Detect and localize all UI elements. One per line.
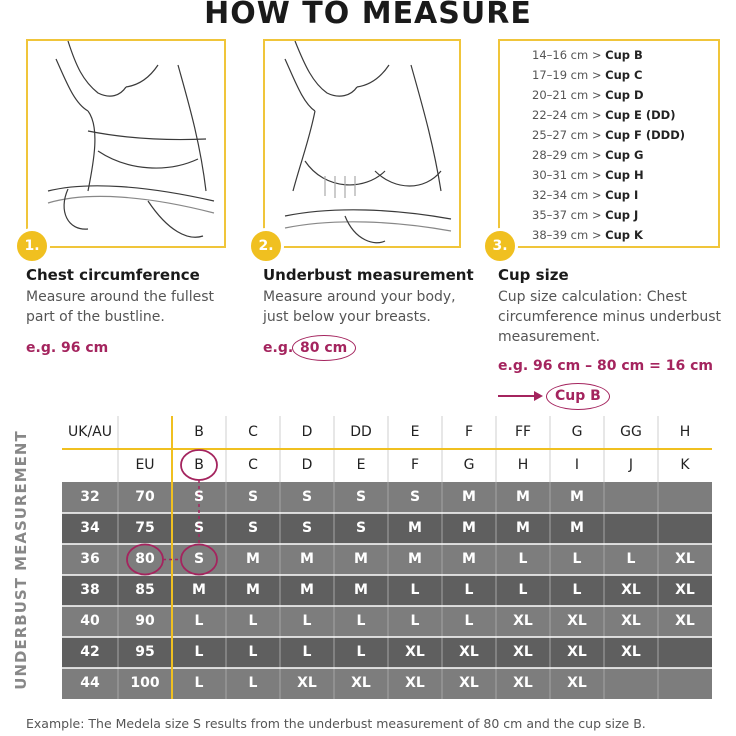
table-cell: L (464, 582, 474, 598)
table-cell: XL (459, 644, 479, 660)
cup-size-row: 28–29 cm > Cup G (532, 148, 644, 162)
header-eu-cell: K (680, 457, 690, 473)
header-uk-cell: F (464, 424, 474, 440)
cup-size-row: 35–37 cm > Cup J (532, 208, 639, 222)
table-cell: S (301, 489, 313, 505)
cup-size-row: 38–39 cm > Cup K (532, 228, 643, 242)
table-cell: XL (459, 675, 479, 691)
cup-size-row: 22–24 cm > Cup E (DD) (532, 108, 676, 122)
table-cell (604, 482, 658, 513)
step-2-badge: 2. (248, 228, 284, 264)
step-3-example: e.g. 96 cm – 80 cm = 16 cm (498, 358, 713, 374)
table-cell: 34 (80, 520, 100, 536)
header-uk-cell: C (248, 424, 258, 440)
step-1-heading: Chest circumference (26, 266, 200, 284)
table-cell: XL (567, 644, 587, 660)
table-cell: XL (567, 675, 587, 691)
table-cell: S (193, 489, 205, 505)
table-cell: 90 (135, 613, 155, 629)
table-cell: L (572, 582, 582, 598)
table-cell: S (247, 520, 259, 536)
table-cell: M (570, 520, 584, 536)
step-3-line-1: Cup size calculation: Chest (498, 289, 687, 305)
table-cell: L (194, 644, 204, 660)
table-cell (658, 482, 712, 513)
table-cell: M (246, 551, 260, 567)
table-cell: 32 (80, 489, 100, 505)
header-eu-cell: I (574, 457, 580, 473)
step-1-line-1: Measure around the fullest (26, 289, 215, 305)
table-cell: XL (405, 644, 425, 660)
header-uk-cell: E (410, 424, 420, 440)
cup-size-row: 25–27 cm > Cup F (DDD) (532, 128, 686, 142)
table-cell (658, 513, 712, 544)
step-3-line-2: circumference minus underbust (498, 309, 722, 325)
table-cell: XL (675, 613, 695, 629)
cup-size-row: 14–16 cm > Cup B (532, 48, 643, 62)
table-cell (658, 637, 712, 668)
table-cell: 95 (135, 644, 155, 660)
table-cell: L (248, 644, 258, 660)
step-2-example-prefix: e.g. (263, 340, 294, 356)
table-cell: 70 (135, 489, 155, 505)
table-cell: M (300, 582, 314, 598)
step-2-line-2: just below your breasts. (263, 309, 431, 325)
table-cell: L (410, 582, 420, 598)
header-uk-cell: H (679, 424, 691, 440)
table-cell: M (354, 582, 368, 598)
table-cell: L (356, 644, 366, 660)
table-cell: M (462, 520, 476, 536)
header-eu-cell (62, 449, 118, 482)
table-cell: L (248, 613, 258, 629)
step-3-result: Cup B (555, 388, 601, 404)
table-cell: M (462, 489, 476, 505)
table-cell: 40 (80, 613, 100, 629)
table-cell: 100 (130, 675, 160, 691)
table-cell: XL (621, 582, 641, 598)
header-uk-cell: D (301, 424, 313, 440)
table-cell: M (408, 551, 422, 567)
table-cell: S (409, 489, 421, 505)
table-cell (604, 513, 658, 544)
table-cell: M (408, 520, 422, 536)
header-eu-cell: D (301, 457, 313, 473)
header-eu-cell: C (248, 457, 258, 473)
table-cell: L (572, 551, 582, 567)
table-cell: XL (621, 613, 641, 629)
table-cell: XL (405, 675, 425, 691)
header-eu-cell: G (463, 457, 475, 473)
table-cell: L (356, 613, 366, 629)
table-cell (658, 668, 712, 699)
table-cell: M (516, 489, 530, 505)
table-cell: M (354, 551, 368, 567)
table-cell: L (194, 613, 204, 629)
header-uk-cell: G (571, 424, 583, 440)
step-3-badge: 3. (482, 228, 518, 264)
table-cell: L (464, 613, 474, 629)
table-cell: S (247, 489, 259, 505)
table-cell: M (516, 520, 530, 536)
table-cell: XL (297, 675, 317, 691)
table-cell: 36 (80, 551, 100, 567)
table-cell (604, 668, 658, 699)
header-eu-cell: B (194, 457, 204, 473)
header-eu-cell: EU (135, 457, 155, 473)
step-1-line-2: part of the bustline. (26, 309, 165, 325)
table-cell: M (246, 582, 260, 598)
table-cell: S (355, 489, 367, 505)
cup-size-row: 32–34 cm > Cup I (532, 188, 639, 202)
table-cell: L (302, 644, 312, 660)
step-2-example-value: 80 cm (300, 340, 348, 356)
header-uk-cell: DD (350, 424, 372, 440)
table-cell: XL (675, 582, 695, 598)
table-cell: 75 (135, 520, 155, 536)
table-cell: L (626, 551, 636, 567)
table-cell: 42 (80, 644, 100, 660)
page-title: HOW TO MEASURE (204, 0, 532, 31)
table-cell: M (462, 551, 476, 567)
step-3-line-3: measurement. (498, 329, 601, 345)
header-uk-cell: B (194, 424, 204, 440)
table-cell: XL (567, 613, 587, 629)
step-3-heading: Cup size (498, 266, 569, 284)
header-uk-cell: UK/AU (68, 424, 112, 440)
header-eu-cell: H (517, 457, 529, 473)
underbust-side-label: UNDERBUST MEASUREMENT (12, 430, 30, 690)
step-1-badge: 1. (14, 228, 50, 264)
table-cell: L (518, 551, 528, 567)
step-1-example: e.g. 96 cm (26, 340, 109, 356)
table-cell: 80 (135, 551, 155, 567)
header-eu-cell: J (628, 457, 634, 473)
table-cell: L (248, 675, 258, 691)
table-cell: L (518, 582, 528, 598)
table-cell: S (193, 520, 205, 536)
header-uk-cell: GG (620, 424, 642, 440)
table-cell: S (355, 520, 367, 536)
table-cell: 44 (80, 675, 100, 691)
table-cell: S (301, 520, 313, 536)
table-cell: 85 (135, 582, 155, 598)
table-cell: XL (513, 613, 533, 629)
table-cell: M (300, 551, 314, 567)
cup-size-row: 30–31 cm > Cup H (532, 168, 644, 182)
table-cell: L (302, 613, 312, 629)
table-cell: XL (675, 551, 695, 567)
table-cell: XL (621, 644, 641, 660)
cup-size-row: 17–19 cm > Cup C (532, 68, 643, 82)
table-cell: 38 (80, 582, 100, 598)
table-cell: L (194, 675, 204, 691)
cup-size-row: 20–21 cm > Cup D (532, 88, 644, 102)
table-cell: M (570, 489, 584, 505)
step-2-heading: Underbust measurement (263, 266, 474, 284)
table-cell: XL (513, 675, 533, 691)
table-cell: XL (513, 644, 533, 660)
table-cell: L (410, 613, 420, 629)
header-uk-cell (118, 416, 172, 449)
header-eu-cell: E (356, 457, 366, 473)
header-eu-cell: F (410, 457, 420, 473)
step-2-line-1: Measure around your body, (263, 289, 456, 305)
table-cell: M (192, 582, 206, 598)
table-cell: S (193, 551, 205, 567)
table-cell: XL (351, 675, 371, 691)
header-uk-cell: FF (514, 424, 532, 440)
footnote: Example: The Medela size S results from the underbust measurement of 80 cm and the cup size B. (26, 716, 646, 731)
